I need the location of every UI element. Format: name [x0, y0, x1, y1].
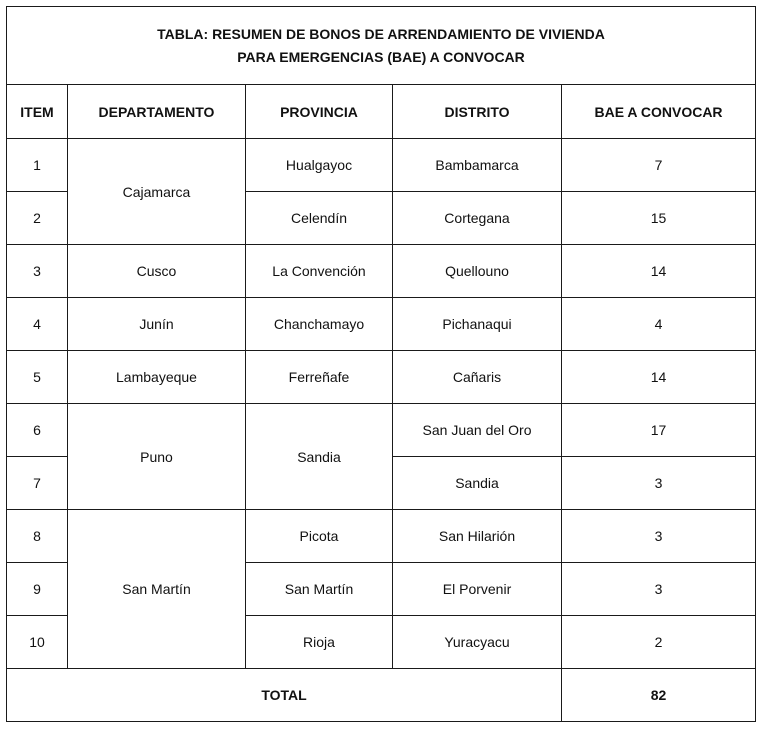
cell-provincia: Ferreñafe: [246, 351, 393, 404]
table-row: [7, 351, 756, 404]
cell-distrito: San Juan del Oro: [393, 404, 562, 457]
table-row: [7, 139, 756, 192]
cell-provincia: Rioja: [246, 616, 393, 669]
cell-item: 2: [7, 192, 68, 245]
cell-provincia: Hualgayoc: [246, 139, 393, 192]
cell-item: 8: [7, 510, 68, 563]
cell-item: 10: [7, 616, 68, 669]
cell-departamento: San Martín: [68, 510, 246, 669]
table-row: [7, 298, 756, 351]
cell-distrito: Quellouno: [393, 245, 562, 298]
cell-departamento: Lambayeque: [68, 351, 246, 404]
cell-item: 6: [7, 404, 68, 457]
header-distrito: DISTRITO: [393, 85, 562, 139]
cell-bae: 17: [562, 404, 756, 457]
header-departamento: DEPARTAMENTO: [68, 85, 246, 139]
cell-bae: 14: [562, 245, 756, 298]
cell-distrito: Yuracyacu: [393, 616, 562, 669]
table-title-line1: TABLA: RESUMEN DE BONOS DE ARRENDAMIENTO DE VIVIENDA: [157, 25, 605, 42]
table-title-line2: PARA EMERGENCIAS (BAE) A CONVOCAR: [237, 48, 525, 65]
cell-item: 7: [7, 457, 68, 510]
header-item: ITEM: [7, 85, 68, 139]
header-row: [7, 85, 756, 139]
total-label: TOTAL: [7, 669, 562, 722]
cell-departamento: Cusco: [68, 245, 246, 298]
bae-summary-table: [6, 6, 756, 722]
cell-provincia: La Convención: [246, 245, 393, 298]
cell-distrito: Cortegana: [393, 192, 562, 245]
cell-item: 3: [7, 245, 68, 298]
cell-distrito: Sandia: [393, 457, 562, 510]
cell-bae: 3: [562, 510, 756, 563]
cell-item: 1: [7, 139, 68, 192]
cell-provincia: Sandia: [246, 404, 393, 510]
table-title: [7, 7, 756, 85]
cell-distrito: Bambamarca: [393, 139, 562, 192]
header-bae: BAE A CONVOCAR: [562, 85, 756, 139]
cell-bae: 14: [562, 351, 756, 404]
cell-distrito: Cañaris: [393, 351, 562, 404]
cell-bae: 3: [562, 457, 756, 510]
cell-departamento: Junín: [68, 298, 246, 351]
table-row: [7, 510, 756, 563]
cell-distrito: El Porvenir: [393, 563, 562, 616]
cell-item: 5: [7, 351, 68, 404]
total-value: 82: [562, 669, 756, 722]
cell-item: 4: [7, 298, 68, 351]
title-row: [7, 7, 756, 85]
header-provincia: PROVINCIA: [246, 85, 393, 139]
cell-provincia: San Martín: [246, 563, 393, 616]
cell-bae: 4: [562, 298, 756, 351]
cell-bae: 2: [562, 616, 756, 669]
cell-provincia: Celendín: [246, 192, 393, 245]
cell-provincia: Picota: [246, 510, 393, 563]
cell-distrito: San Hilarión: [393, 510, 562, 563]
cell-bae: 15: [562, 192, 756, 245]
table-row: [7, 245, 756, 298]
cell-provincia: Chanchamayo: [246, 298, 393, 351]
cell-departamento: Cajamarca: [68, 139, 246, 245]
cell-bae: 3: [562, 563, 756, 616]
total-row: [7, 669, 756, 722]
table-row: [7, 404, 756, 457]
cell-departamento: Puno: [68, 404, 246, 510]
cell-distrito: Pichanaqui: [393, 298, 562, 351]
cell-item: 9: [7, 563, 68, 616]
cell-bae: 7: [562, 139, 756, 192]
